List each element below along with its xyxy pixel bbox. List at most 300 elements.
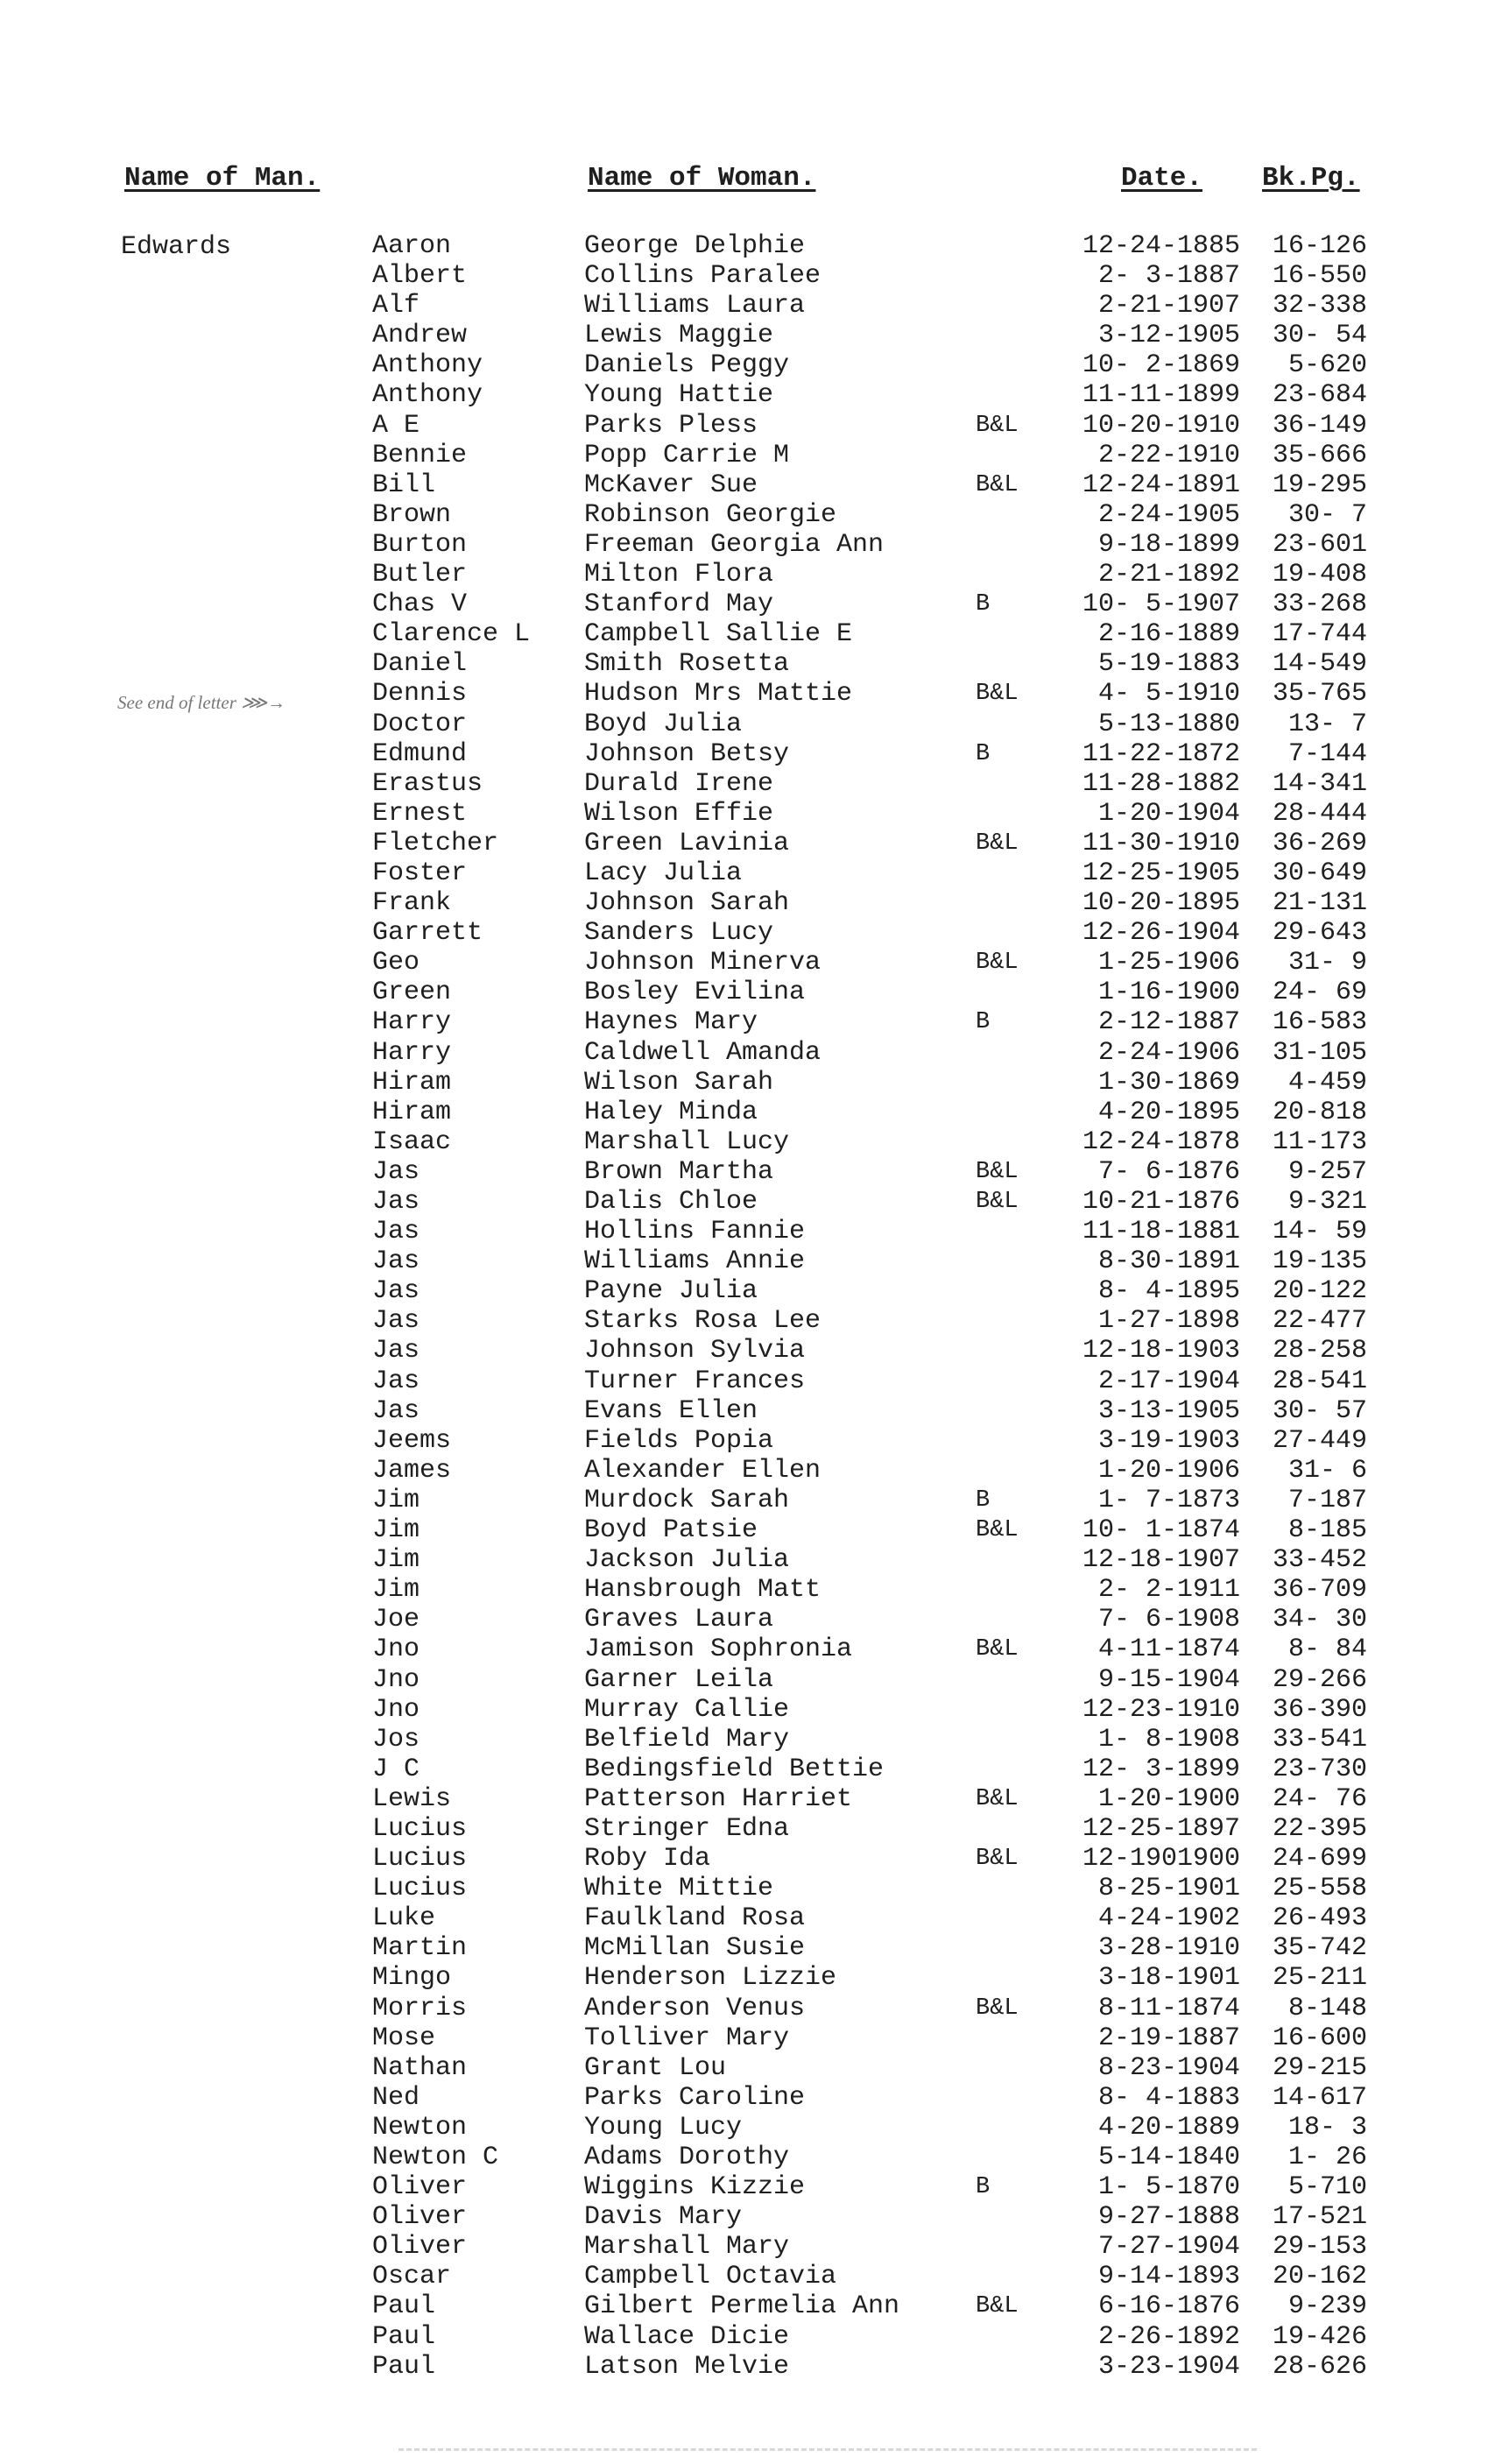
woman-name: White Mittie — [584, 1874, 774, 1904]
first-name: James — [372, 1455, 452, 1486]
marriage-date: 12-25-1905 — [1082, 858, 1240, 888]
marriage-date: 8- 4-1895 — [1097, 1276, 1240, 1307]
marriage-date: 7- 6-1876 — [1097, 1156, 1240, 1187]
first-name: Jim — [372, 1545, 420, 1576]
marriage-date: 1-25-1906 — [1097, 948, 1240, 978]
record-row — [0, 1754, 1509, 1784]
record-row — [0, 948, 1509, 978]
header-name-of-woman: Name of Woman. — [588, 163, 816, 194]
woman-name: Turner Frances — [584, 1366, 806, 1396]
book-page: 30- 57 — [1272, 1395, 1367, 1426]
first-name: Oliver — [372, 2202, 468, 2233]
record-row — [0, 1007, 1509, 1037]
first-name: Oscar — [372, 2262, 452, 2292]
woman-name: Adams Dorothy — [584, 2143, 790, 2172]
marriage-date: 1- 7-1873 — [1097, 1485, 1240, 1515]
book-page: 5-710 — [1287, 2172, 1367, 2203]
marriage-date: 1-27-1898 — [1097, 1306, 1240, 1337]
marriage-date: 7- 6-1908 — [1097, 1605, 1240, 1635]
marriage-date: 2- 3-1887 — [1097, 261, 1240, 292]
book-page: 8-148 — [1287, 1993, 1367, 2023]
first-name: Bill — [372, 470, 436, 500]
book-page: 29-153 — [1272, 2232, 1367, 2263]
first-name: Nathan — [372, 2052, 468, 2083]
woman-name: Parks Caroline — [584, 2082, 806, 2113]
book-page: 16-126 — [1272, 231, 1367, 261]
record-row — [0, 590, 1509, 619]
marriage-date: 2-21-1907 — [1097, 291, 1240, 321]
record-row — [0, 291, 1509, 321]
book-page: 16-583 — [1272, 1007, 1367, 1038]
woman-name: Lewis Maggie — [584, 321, 774, 351]
woman-name: Wilson Sarah — [584, 1067, 774, 1098]
woman-name: Patterson Harriet — [584, 1783, 853, 1814]
book-page: 4-459 — [1287, 1067, 1367, 1098]
woman-name: Belfield Mary — [584, 1724, 790, 1754]
book-page: 19-426 — [1272, 2321, 1367, 2352]
book-page: 16-600 — [1272, 2023, 1367, 2053]
first-name: Brown — [372, 499, 452, 530]
marriage-date: 8-23-1904 — [1097, 2052, 1240, 2083]
record-row — [0, 2083, 1509, 2113]
first-name: Jno — [372, 1664, 420, 1695]
book-page: 9-257 — [1287, 1156, 1367, 1187]
woman-name: Smith Rosetta — [584, 649, 790, 680]
marriage-date: 11-11-1899 — [1082, 380, 1240, 411]
book-page: 22-395 — [1272, 1813, 1367, 1844]
record-row — [0, 2113, 1509, 2143]
record-row — [0, 441, 1509, 470]
first-name: Paul — [372, 2291, 436, 2322]
record-row — [0, 2232, 1509, 2262]
record-code: B&L — [976, 1846, 1019, 1873]
record-code: B — [976, 740, 991, 767]
book-page: 9-321 — [1287, 1187, 1367, 1217]
marriage-date: 2-24-1906 — [1097, 1037, 1240, 1068]
woman-name: Hansbrough Matt — [584, 1575, 821, 1606]
woman-name: Faulkland Rosa — [584, 1903, 806, 1934]
record-row — [0, 231, 1509, 261]
book-page: 35-666 — [1272, 440, 1367, 470]
marriage-date: 10- 1-1874 — [1082, 1515, 1240, 1546]
first-name: Jim — [372, 1575, 420, 1606]
record-row — [0, 1246, 1509, 1276]
record-row — [0, 1605, 1509, 1634]
record-row — [0, 1575, 1509, 1605]
first-name: Frank — [372, 888, 452, 919]
woman-name: Freeman Georgia Ann — [584, 529, 885, 560]
marriage-date: 10- 2-1869 — [1082, 350, 1240, 381]
record-row — [0, 1068, 1509, 1098]
first-name: Fletcher — [372, 828, 499, 858]
marriage-date: 8-25-1901 — [1097, 1874, 1240, 1904]
marriage-records-list — [0, 231, 1509, 2382]
book-page: 36-149 — [1272, 410, 1367, 441]
record-row — [0, 679, 1509, 709]
book-page: 24- 69 — [1272, 978, 1367, 1008]
record-row — [0, 411, 1509, 441]
marriage-date: 12- 3-1899 — [1082, 1754, 1240, 1784]
marriage-date: 4-20-1895 — [1097, 1097, 1240, 1127]
record-code: B&L — [976, 1994, 1019, 2022]
first-name: Jeems — [372, 1425, 452, 1456]
book-page: 23-730 — [1272, 1754, 1367, 1784]
record-row — [0, 1098, 1509, 1127]
first-name: Alf — [372, 291, 420, 321]
marriage-date: 8- 4-1883 — [1097, 2082, 1240, 2113]
record-row — [0, 1814, 1509, 1844]
record-row — [0, 1515, 1509, 1545]
first-name: Jas — [372, 1156, 420, 1187]
header-name-of-man: Name of Man. — [124, 163, 321, 194]
woman-name: Tolliver Mary — [584, 2023, 790, 2053]
woman-name: Durald Irene — [584, 768, 774, 799]
woman-name: Latson Melvie — [584, 2351, 790, 2382]
first-name: Paul — [372, 2321, 436, 2352]
record-row — [0, 1366, 1509, 1396]
record-row — [0, 1933, 1509, 1963]
woman-name: Garner Leila — [584, 1664, 774, 1695]
record-row — [0, 1306, 1509, 1336]
record-row — [0, 1665, 1509, 1695]
record-row — [0, 888, 1509, 918]
first-name: Jas — [372, 1276, 420, 1307]
marriage-date: 1-16-1900 — [1097, 978, 1240, 1008]
marriage-date: 2-24-1905 — [1097, 499, 1240, 530]
record-row — [0, 1127, 1509, 1157]
woman-name: Wallace Dicie — [584, 2321, 790, 2352]
book-page: 31- 6 — [1287, 1455, 1367, 1486]
marriage-date: 1- 5-1870 — [1097, 2172, 1240, 2203]
first-name: Aaron — [372, 231, 452, 261]
marriage-date: 5-13-1880 — [1097, 709, 1240, 739]
record-code: B&L — [976, 2293, 1019, 2320]
first-name: Hiram — [372, 1067, 452, 1098]
woman-name: Daniels Peggy — [584, 350, 790, 381]
first-name: Oliver — [372, 2232, 468, 2263]
book-page: 23-684 — [1272, 380, 1367, 411]
first-name: Anthony — [372, 350, 483, 381]
woman-name: Davis Mary — [584, 2202, 743, 2233]
record-row — [0, 2352, 1509, 2382]
record-row — [0, 2202, 1509, 2232]
first-name: Geo — [372, 948, 420, 978]
record-row — [0, 978, 1509, 1007]
record-row — [0, 1844, 1509, 1874]
marriage-date: 11-22-1872 — [1082, 738, 1240, 769]
marriage-date: 10-21-1876 — [1082, 1187, 1240, 1217]
woman-name: Johnson Sarah — [584, 888, 790, 919]
woman-name: McKaver Sue — [584, 470, 758, 500]
book-page: 7-187 — [1287, 1485, 1367, 1515]
marriage-date: 4- 5-1910 — [1097, 679, 1240, 710]
record-code: B — [976, 1009, 991, 1036]
record-row — [0, 799, 1509, 829]
woman-name: Johnson Minerva — [584, 948, 821, 978]
book-page: 21-131 — [1272, 888, 1367, 919]
record-row — [0, 739, 1509, 769]
record-row — [0, 560, 1509, 590]
woman-name: Lacy Julia — [584, 858, 743, 888]
first-name: Jas — [372, 1187, 420, 1217]
woman-name: Collins Paralee — [584, 261, 821, 292]
marriage-date: 3-12-1905 — [1097, 321, 1240, 351]
record-row — [0, 470, 1509, 500]
book-page: 34- 30 — [1272, 1605, 1367, 1635]
first-name: Andrew — [372, 321, 468, 351]
record-row — [0, 769, 1509, 799]
woman-name: Henderson Lizzie — [584, 1963, 837, 1994]
woman-name: Sanders Lucy — [584, 918, 774, 949]
record-row — [0, 1634, 1509, 1664]
woman-name: Fields Popia — [584, 1425, 774, 1456]
record-row — [0, 829, 1509, 858]
book-page: 31-105 — [1272, 1037, 1367, 1068]
marriage-date: 2- 2-1911 — [1097, 1575, 1240, 1606]
book-page: 33-541 — [1272, 1724, 1367, 1754]
record-row — [0, 710, 1509, 739]
record-code: B&L — [976, 1158, 1019, 1185]
marriage-date: 2-21-1892 — [1097, 560, 1240, 590]
woman-name: Roby Ida — [584, 1844, 711, 1874]
book-page: 14-549 — [1272, 649, 1367, 680]
marriage-date: 10-20-1910 — [1082, 410, 1240, 441]
first-name: Jno — [372, 1694, 420, 1725]
record-row — [0, 1456, 1509, 1486]
woman-name: Haynes Mary — [584, 1007, 758, 1038]
record-row — [0, 1994, 1509, 2023]
first-name: Burton — [372, 529, 468, 560]
first-name: Erastus — [372, 768, 483, 799]
first-name: Chas V — [372, 590, 468, 620]
marriage-date: 12-24-1885 — [1082, 231, 1240, 261]
first-name: Morris — [372, 1993, 468, 2023]
book-page: 36-390 — [1272, 1694, 1367, 1725]
record-code: B&L — [976, 1785, 1019, 1812]
book-page: 19-295 — [1272, 470, 1367, 500]
marriage-date: 11-28-1882 — [1082, 768, 1240, 799]
woman-name: Murray Callie — [584, 1694, 790, 1725]
first-name: Clarence L — [372, 619, 531, 650]
woman-name: Johnson Betsy — [584, 738, 790, 769]
woman-name: Boyd Julia — [584, 709, 743, 739]
marriage-date: 5-19-1883 — [1097, 649, 1240, 680]
marriage-date: 8-11-1874 — [1097, 1993, 1240, 2023]
record-row — [0, 1187, 1509, 1217]
woman-name: Anderson Venus — [584, 1993, 806, 2023]
marriage-date: 3-23-1904 — [1097, 2351, 1240, 2382]
woman-name: Bedingsfield Bettie — [584, 1754, 885, 1784]
record-code: B&L — [976, 830, 1019, 857]
marriage-date: 12-1901900 — [1082, 1844, 1240, 1874]
marriage-date: 12-24-1878 — [1082, 1126, 1240, 1157]
record-code: B — [976, 591, 991, 618]
book-page: 23-601 — [1272, 529, 1367, 560]
record-row — [0, 1725, 1509, 1754]
record-row — [0, 619, 1509, 649]
book-page: 14-341 — [1272, 768, 1367, 799]
book-page: 11-173 — [1272, 1126, 1367, 1157]
marriage-date: 2-26-1892 — [1097, 2321, 1240, 2352]
book-page: 29-215 — [1272, 2052, 1367, 2083]
record-row — [0, 2143, 1509, 2172]
marriage-date: 12-25-1897 — [1082, 1813, 1240, 1844]
marriage-date: 11-30-1910 — [1082, 828, 1240, 858]
first-name: Mose — [372, 2023, 436, 2053]
first-name: Anthony — [372, 380, 483, 411]
record-code: B&L — [976, 950, 1019, 977]
marriage-date: 8-30-1891 — [1097, 1246, 1240, 1277]
woman-name: Young Hattie — [584, 380, 774, 411]
woman-name: Alexander Ellen — [584, 1455, 821, 1486]
record-row — [0, 1486, 1509, 1515]
first-name: Albert — [372, 261, 468, 292]
record-row — [0, 1396, 1509, 1426]
first-name: Edmund — [372, 738, 468, 769]
book-page: 36-269 — [1272, 828, 1367, 858]
book-page: 35-742 — [1272, 1933, 1367, 1964]
book-page: 25-211 — [1272, 1963, 1367, 1994]
record-code: B&L — [976, 412, 1019, 439]
first-name: Jno — [372, 1634, 420, 1665]
first-name: Mingo — [372, 1963, 452, 1994]
first-name: Luke — [372, 1903, 436, 1934]
record-code: B — [976, 2174, 991, 2201]
woman-name: Bosley Evilina — [584, 978, 806, 1008]
first-name: Lewis — [372, 1783, 452, 1814]
marriage-date: 6-16-1876 — [1097, 2291, 1240, 2322]
woman-name: Milton Flora — [584, 560, 774, 590]
marriage-date: 4-20-1889 — [1097, 2112, 1240, 2143]
book-page: 24- 76 — [1272, 1783, 1367, 1814]
bottom-rule — [398, 2448, 1257, 2453]
book-page: 16-550 — [1272, 261, 1367, 292]
book-page: 9-239 — [1287, 2291, 1367, 2322]
marriage-date: 1-20-1906 — [1097, 1455, 1240, 1486]
book-page: 20-122 — [1272, 1276, 1367, 1307]
woman-name: Williams Laura — [584, 291, 806, 321]
first-name: Oliver — [372, 2172, 468, 2203]
record-row — [0, 2053, 1509, 2083]
first-name: Hiram — [372, 1097, 452, 1127]
first-name: Newton — [372, 2112, 468, 2143]
record-row — [0, 2322, 1509, 2352]
record-row — [0, 1874, 1509, 1903]
record-row — [0, 261, 1509, 291]
woman-name: Wilson Effie — [584, 798, 774, 829]
first-name: Jas — [372, 1217, 420, 1247]
record-row — [0, 530, 1509, 560]
book-page: 25-558 — [1272, 1874, 1367, 1904]
marriage-date: 12-23-1910 — [1082, 1694, 1240, 1725]
record-row — [0, 1276, 1509, 1306]
first-name: Jas — [372, 1366, 420, 1396]
first-name: A E — [372, 410, 420, 441]
marriage-date: 2-22-1910 — [1097, 440, 1240, 470]
first-name: Harry — [372, 1037, 452, 1068]
woman-name: Dalis Chloe — [584, 1187, 758, 1217]
record-row — [0, 2023, 1509, 2053]
margin-annotation: See end of letter ⋙→ — [117, 692, 286, 713]
book-page: 29-266 — [1272, 1664, 1367, 1695]
woman-name: Hollins Fannie — [584, 1217, 806, 1247]
book-page: 5-620 — [1287, 350, 1367, 381]
record-code: B&L — [976, 1517, 1019, 1544]
record-row — [0, 1903, 1509, 1933]
woman-name: Parks Pless — [584, 410, 758, 441]
marriage-date: 1-30-1869 — [1097, 1067, 1240, 1098]
first-name: Ned — [372, 2082, 420, 2113]
header-date: Date. — [1121, 163, 1203, 194]
first-name: Jas — [372, 1246, 420, 1277]
first-name: Isaac — [372, 1126, 452, 1157]
woman-name: Young Lucy — [584, 2112, 743, 2143]
record-code: B&L — [976, 681, 1019, 708]
woman-name: Starks Rosa Lee — [584, 1306, 821, 1337]
book-page: 17-521 — [1272, 2202, 1367, 2233]
woman-name: Boyd Patsie — [584, 1515, 758, 1546]
woman-name: Haley Minda — [584, 1097, 758, 1127]
book-page: 30- 7 — [1287, 499, 1367, 530]
book-page: 18- 3 — [1287, 2112, 1367, 2143]
record-row — [0, 380, 1509, 410]
record-row — [0, 1038, 1509, 1068]
record-row — [0, 1426, 1509, 1456]
woman-name: Campbell Sallie E — [584, 619, 853, 650]
marriage-date: 1-20-1904 — [1097, 798, 1240, 829]
book-page: 24-699 — [1272, 1844, 1367, 1874]
first-name: Ernest — [372, 798, 468, 829]
record-row — [0, 500, 1509, 530]
surname-label: Edwards — [121, 232, 232, 262]
first-name: Jim — [372, 1515, 420, 1546]
book-page: 28-444 — [1272, 798, 1367, 829]
book-page: 14-617 — [1272, 2082, 1367, 2113]
woman-name: Johnson Sylvia — [584, 1336, 806, 1366]
record-row — [0, 1784, 1509, 1814]
woman-name: Graves Laura — [584, 1605, 774, 1635]
woman-name: Murdock Sarah — [584, 1485, 790, 1515]
woman-name: Marshall Mary — [584, 2232, 790, 2263]
book-page: 28-258 — [1272, 1336, 1367, 1366]
first-name: Lucius — [372, 1813, 468, 1844]
book-page: 28-626 — [1272, 2351, 1367, 2382]
record-row — [0, 918, 1509, 948]
book-page: 26-493 — [1272, 1903, 1367, 1934]
woman-name: Green Lavinia — [584, 828, 790, 858]
book-page: 8- 84 — [1287, 1634, 1367, 1665]
marriage-date: 10-20-1895 — [1082, 888, 1240, 919]
record-row — [0, 1545, 1509, 1575]
first-name: Paul — [372, 2351, 436, 2382]
marriage-date: 12-18-1907 — [1082, 1545, 1240, 1576]
book-page: 22-477 — [1272, 1306, 1367, 1337]
book-page: 33-452 — [1272, 1545, 1367, 1576]
book-page: 7-144 — [1287, 738, 1367, 769]
woman-name: Payne Julia — [584, 1276, 758, 1307]
first-name: Joe — [372, 1605, 420, 1635]
woman-name: Campbell Octavia — [584, 2262, 837, 2292]
first-name: Harry — [372, 1007, 452, 1038]
woman-name: Caldwell Amanda — [584, 1037, 821, 1068]
woman-name: Evans Ellen — [584, 1395, 758, 1426]
marriage-date: 3-18-1901 — [1097, 1963, 1240, 1994]
first-name: Dennis — [372, 679, 468, 710]
marriage-date: 2-17-1904 — [1097, 1366, 1240, 1396]
first-name: Jos — [372, 1724, 420, 1754]
woman-name: Marshall Lucy — [584, 1126, 790, 1157]
book-page: 17-744 — [1272, 619, 1367, 650]
